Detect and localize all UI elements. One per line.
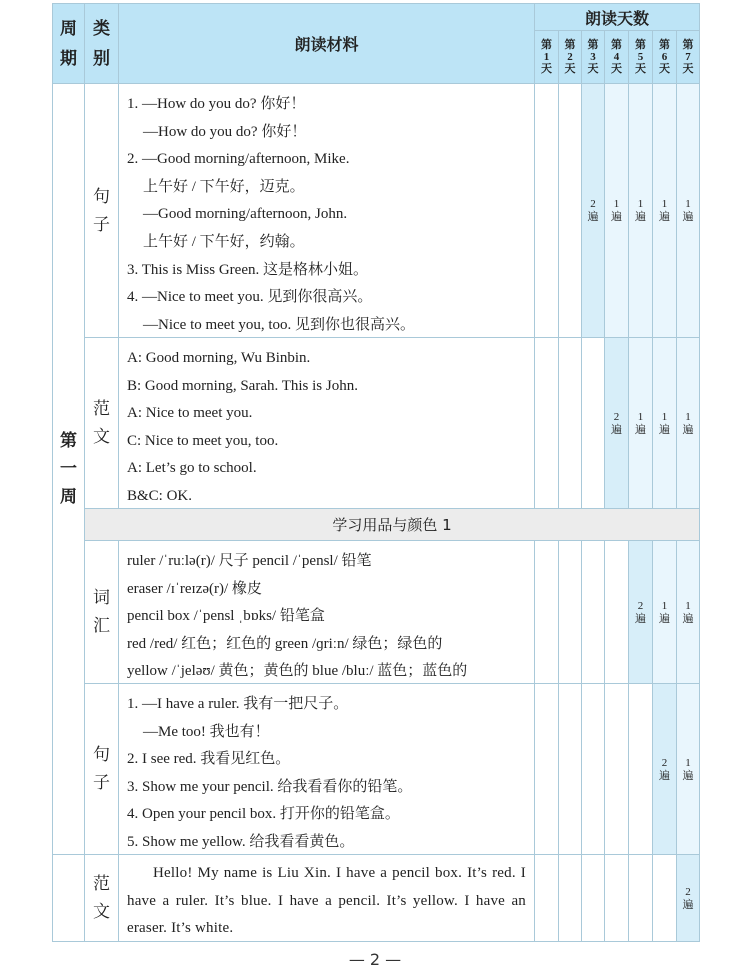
- material-line: A: Good morning, Wu Binbin.: [127, 350, 311, 366]
- category-char: 范: [93, 874, 110, 893]
- material-line: A: Nice to meet you.: [127, 405, 253, 422]
- day-count-cell: [628, 683, 653, 855]
- day-count-cell: [534, 337, 559, 509]
- day-header-char: 第: [682, 39, 694, 51]
- day-header-char: 天: [611, 63, 622, 75]
- reading-count: 1 遍: [635, 410, 646, 436]
- category-char: 范: [93, 399, 110, 418]
- material-line: 3. This is Miss Green. 这是格林小姐。: [127, 261, 368, 278]
- material-cell: [118, 83, 535, 338]
- reading-count: 1 遍: [659, 410, 670, 436]
- day-count-cell: [581, 854, 605, 942]
- essay-rest: red. I have a ruler. It’s blue. I have a pencil. It’s yellow. I have an eraser. It’s white.: [127, 865, 526, 936]
- category-cell: [84, 683, 119, 855]
- category-cell: [84, 83, 119, 338]
- category-cell: [84, 337, 119, 509]
- day-header-char: 天: [587, 63, 599, 75]
- reading-count: 1 遍: [682, 756, 694, 782]
- reading-count: 1 遍: [682, 599, 694, 625]
- material-line: 上午好 / 下午好，迈克。: [143, 178, 305, 195]
- day-header-char: 4: [613, 51, 620, 63]
- reading-count: 2 遍: [635, 599, 646, 625]
- reading-count: 2 遍: [587, 198, 599, 223]
- category-char: 文: [93, 902, 110, 921]
- category-cell: [84, 540, 119, 684]
- week-label-char: 第: [60, 431, 77, 450]
- category-header-char: 别: [93, 48, 110, 68]
- category-header-char: 类: [93, 18, 110, 38]
- reading-count: 2 遍: [659, 756, 670, 782]
- day-header-char: 第: [564, 39, 576, 51]
- page-number: — 2 —: [348, 950, 402, 969]
- day-count-cell: [558, 337, 582, 509]
- category-char: 句: [93, 745, 110, 764]
- day-header-6: [652, 30, 677, 84]
- material-line: ruler /ˈruːlə(r)/ 尺子 pencil /ˈpensl/ 铅笔: [127, 553, 372, 569]
- day-count-cell: [534, 540, 559, 684]
- day-count-cell: [676, 337, 700, 509]
- reading-count: 1 遍: [682, 198, 694, 223]
- day-count-cell: [652, 83, 677, 338]
- day-count-cell: [628, 83, 653, 338]
- reading-count: 1 遍: [659, 198, 670, 223]
- material-line: pencil box /ˈpensl ˌbɒks/ 铅笔盒: [127, 608, 325, 625]
- day-header-char: 6: [661, 51, 668, 63]
- week-label-char: 周: [60, 487, 77, 506]
- category-header: [84, 3, 119, 84]
- material-header: 朗读材料: [118, 3, 535, 84]
- reading-count: 1 遍: [611, 198, 622, 223]
- day-count-cell: [581, 683, 605, 855]
- day-count-cell: [581, 83, 605, 338]
- day-count-cell: [628, 854, 653, 942]
- material-line: 2. I see red. 我看见红色。: [127, 751, 291, 768]
- day-header-7: [676, 30, 700, 84]
- day-count-cell: [581, 540, 605, 684]
- day-count-cell: [558, 854, 582, 942]
- day-count-cell: [534, 854, 559, 942]
- category-char: 子: [93, 214, 110, 234]
- material-line: 1. —I have a ruler. 我有一把尺子。: [127, 696, 349, 712]
- material-line: 2. —Good morning/afternoon, Mike.: [127, 151, 350, 168]
- day-count-cell: [558, 540, 582, 684]
- day-count-cell: [581, 337, 605, 509]
- day-count-cell: [652, 854, 677, 942]
- day-count-cell: [676, 683, 700, 855]
- day-count-cell: [604, 854, 629, 942]
- day-header-char: 第: [611, 39, 622, 51]
- period-header: [52, 3, 85, 84]
- period-header-char: 周: [60, 18, 77, 38]
- category-char: 文: [93, 427, 110, 446]
- day-header-char: 3: [590, 51, 596, 63]
- category-char: 词: [93, 588, 110, 607]
- reading-count: 1 遍: [659, 599, 670, 625]
- day-count-cell: [534, 683, 559, 855]
- material-line: 上午好 / 下午好，约翰。: [143, 233, 305, 250]
- material-cell: [118, 337, 535, 509]
- material-line: 4. —Nice to meet you. 见到你很高兴。: [127, 289, 373, 306]
- reading-count: 2 遍: [611, 410, 622, 436]
- day-count-cell: [604, 83, 629, 338]
- material-line: —How do you do? 你好！: [143, 123, 307, 140]
- material-line: B&C: OK.: [127, 487, 193, 504]
- day-header-char: 第: [635, 39, 646, 51]
- day-count-cell: [652, 683, 677, 855]
- day-header-2: [558, 30, 582, 84]
- day-header-char: 1: [543, 51, 550, 63]
- day-header-char: 第: [659, 39, 670, 51]
- day-header-char: 天: [541, 63, 552, 75]
- material-line: B: Good morning, Sarah. This is John.: [127, 377, 358, 394]
- material-line: yellow /ˈjeləʊ/ 黄色；黄色的 blue /bluː/ 蓝色；蓝色的: [127, 663, 468, 680]
- section-title: 学习用品与颜色 1: [84, 508, 700, 541]
- material-line: C: Nice to meet you, too.: [127, 432, 279, 449]
- day-count-cell: [628, 337, 653, 509]
- material-line: 4. Open your pencil box. 打开你的铅笔盒。: [127, 806, 400, 823]
- week-label-char: 一: [60, 459, 77, 478]
- day-header-char: 天: [682, 63, 694, 75]
- day-count-cell: [558, 83, 582, 338]
- material-line: red /red/ 红色；红色的 green /ɡriːn/ 绿色；绿色的: [127, 635, 443, 652]
- material-line: —Good morning/afternoon, John.: [143, 206, 348, 223]
- category-char: 子: [93, 773, 110, 792]
- day-header-4: [604, 30, 629, 84]
- day-header-char: 5: [637, 51, 644, 63]
- day-count-cell: [604, 683, 629, 855]
- days-title: 朗读天数: [534, 3, 700, 31]
- day-count-cell: [534, 83, 559, 338]
- material-line: —Nice to meet you, too. 见到你也很高兴。: [143, 316, 416, 333]
- week-label-empty: [52, 854, 85, 942]
- material-line: eraser /ɪˈreɪzə(r)/ 橡皮: [127, 580, 262, 597]
- day-count-cell: [676, 854, 700, 942]
- day-header-1: [534, 30, 559, 84]
- day-header-char: 第: [587, 39, 599, 51]
- material-line: 3. Show me your pencil. 给我看看你的铅笔。: [127, 778, 413, 795]
- material-cell: [118, 854, 535, 942]
- day-header-char: 第: [541, 39, 552, 51]
- reading-count: 2 遍: [682, 885, 694, 911]
- day-header-char: 2: [567, 51, 573, 63]
- day-count-cell: [604, 337, 629, 509]
- reading-schedule-table: [52, 3, 699, 941]
- reading-count: 1 遍: [635, 198, 646, 223]
- material-line: —Me too! 我也有！: [143, 723, 270, 740]
- day-count-cell: [676, 83, 700, 338]
- model-essay-paragraph: [127, 860, 526, 943]
- day-count-cell: [652, 540, 677, 684]
- material-line: A: Let’s go to school.: [127, 460, 257, 477]
- day-count-cell: [558, 683, 582, 855]
- day-count-cell: [628, 540, 653, 684]
- material-line: 5. Show me yellow. 给我看看黄色。: [127, 833, 355, 850]
- period-header-char: 期: [60, 48, 77, 68]
- day-header-char: 天: [564, 63, 576, 75]
- category-char: 句: [93, 186, 110, 206]
- day-count-cell: [604, 540, 629, 684]
- day-header-5: [628, 30, 653, 84]
- material-line: 1. —How do you do? 你好！: [127, 96, 306, 112]
- reading-count: 1 遍: [682, 410, 694, 436]
- day-header-3: [581, 30, 605, 84]
- category-cell: [84, 854, 119, 942]
- category-char: 汇: [93, 616, 110, 635]
- day-header-char: 7: [685, 51, 691, 63]
- material-cell: [118, 683, 535, 855]
- day-header-char: 天: [659, 63, 670, 75]
- day-header-char: 天: [635, 63, 646, 75]
- day-count-cell: [676, 540, 700, 684]
- week-label: [52, 83, 85, 855]
- material-cell: [118, 540, 535, 684]
- essay-first-line: Hello! My name is Liu Xin. I have a pencil box. It’s: [153, 865, 488, 881]
- day-count-cell: [652, 337, 677, 509]
